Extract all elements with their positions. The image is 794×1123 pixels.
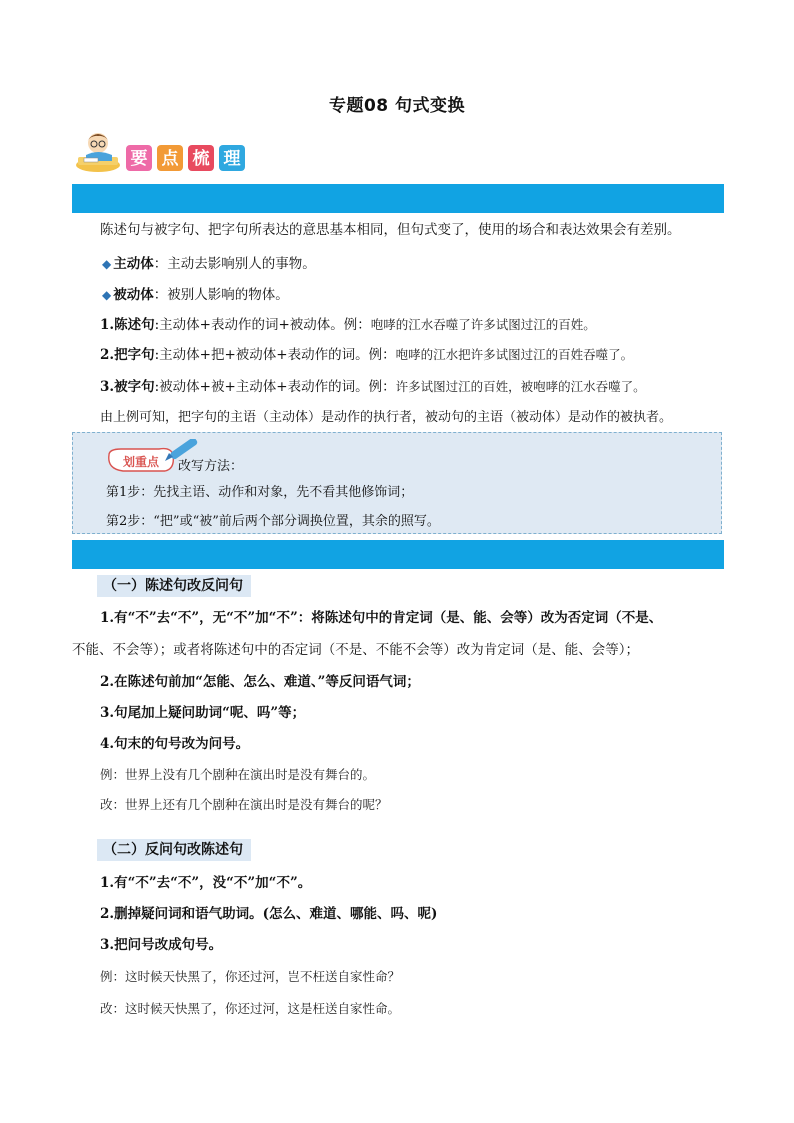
pattern-example: 咆哮的江水吞噬了许多试图过江的百姓。 <box>370 317 596 332</box>
badge-char-1 <box>157 145 183 171</box>
pattern-example: 咆哮的江水把许多试图过江的百姓吞噬了。 <box>395 347 634 362</box>
section-heading-2: （二）反问句改陈述句 <box>97 839 251 861</box>
key-points-badge <box>72 127 262 177</box>
badge-char-2 <box>188 145 214 171</box>
section-heading-1: （一）陈述句改反问句 <box>97 575 251 597</box>
section-divider-bar <box>72 540 724 569</box>
section-divider-bar <box>72 184 724 213</box>
s2-example: 例：这时候天快黑了，你还过河，岂不枉送自家性命？ <box>100 969 401 984</box>
s1-rule-1b: 不能、不会等）；或者将陈述句中的否定词（不是、不能不会等）改为肯定词（是、能、会等）； <box>72 642 639 658</box>
s1-changed: 改：世界上还有几个剧种在演出时是没有舞台的呢？ <box>100 797 388 812</box>
def-term: 被动体 <box>113 287 154 303</box>
pattern-formula: :主动体+把+被动体+表动作的词。例： <box>154 347 396 363</box>
s1-rule-2: 2.在陈述句前加“怎能、怎么、难道、”等反问语气词； <box>100 674 420 690</box>
tip-step-2: 第2步：“把”或“被”前后两个部分调换位置，其余的照写。 <box>106 514 440 529</box>
tip-step-1: 第1步：先找主语、动作和对象，先不看其他修饰词； <box>106 485 414 500</box>
pattern-example: 许多试图过江的百姓，被咆哮的江水吞噬了。 <box>395 379 646 394</box>
s2-rule-3: 3.把问号改成句号。 <box>100 937 223 953</box>
def-text: ：主动去影响别人的事物。 <box>153 256 316 272</box>
s2-rule-2: 2.删掉疑问词和语气助词。(怎么、难道、哪能、吗、呢) <box>100 906 438 922</box>
badge-char-0 <box>126 145 152 171</box>
pattern-label: 3.被字句 <box>100 379 155 395</box>
def-passive <box>102 286 289 304</box>
pattern-formula: :主动体+表动作的词+被动体。例： <box>154 317 371 333</box>
tip-box <box>72 432 722 534</box>
svg-text:点: 点 <box>161 149 179 169</box>
svg-text:理: 理 <box>223 149 241 169</box>
pattern-formula: :被动体+被+主动体+表动作的词。例： <box>154 379 396 395</box>
s1-rule-3: 3.句尾加上疑问助词“呢、吗”等； <box>100 705 306 721</box>
def-term: 主动体 <box>113 256 154 272</box>
pattern-declarative <box>100 316 596 334</box>
page-title: 专题08 句式变换 <box>328 96 466 116</box>
svg-text:梳: 梳 <box>192 149 210 169</box>
svg-text:要: 要 <box>130 149 148 169</box>
s1-example: 例：世界上没有几个剧种在演出时是没有舞台的。 <box>100 767 376 782</box>
tip-heading: 改写方法： <box>178 459 244 474</box>
diamond-bullet-icon: ◆ <box>102 288 112 302</box>
badge-char-3 <box>219 145 245 171</box>
pattern-bei <box>100 378 646 396</box>
s2-changed: 改：这时候天快黑了，你还过河，这是枉送自家性命。 <box>100 1001 401 1016</box>
def-text: ：被别人影响的物体。 <box>153 287 289 303</box>
pattern-label: 2.把字句 <box>100 347 155 363</box>
pattern-ba <box>100 346 633 364</box>
pattern-label: 1.陈述句 <box>100 317 155 333</box>
s1-rule-1a: 1.有“不”去“不”，无“不”加“不”：将陈述句中的肯定词（是、能、会等）改为否定词（不是、 <box>100 610 663 626</box>
s1-rule-4: 4.句末的句号改为问号。 <box>100 736 250 752</box>
def-active <box>102 255 316 273</box>
diamond-bullet-icon: ◆ <box>102 257 112 271</box>
intro-text: 陈述句与被字句、把字句所表达的意思基本相同，但句式变了，使用的场合和表达效果会有差别。 <box>100 222 681 238</box>
svg-text:划重点: 划重点 <box>122 455 160 469</box>
student-reading-icon <box>76 133 120 172</box>
s2-rule-1: 1.有“不”去“不”，没“不”加“不”。 <box>100 875 312 891</box>
conclusion-text: 由上例可知，把字句的主语（主动体）是动作的执行者，被动句的主语（被动体）是动作的被执者。 <box>100 410 673 425</box>
